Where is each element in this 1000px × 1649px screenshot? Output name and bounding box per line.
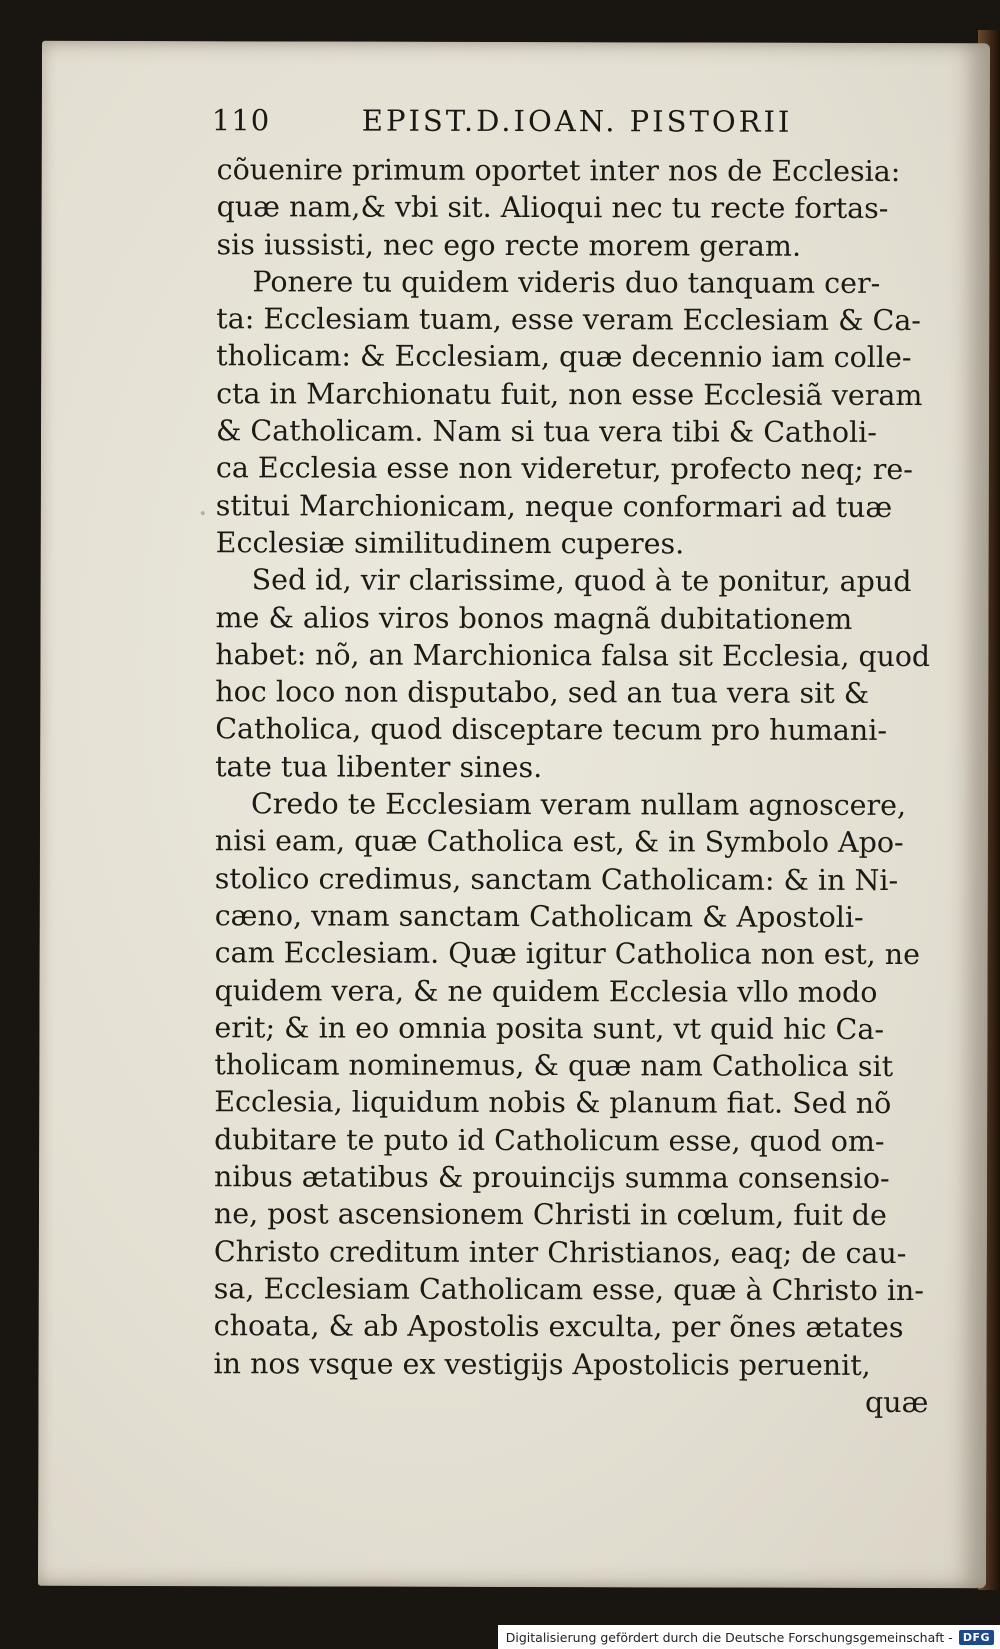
text-line: dubitare te puto id Catholicum esse, quod om-	[214, 1122, 885, 1158]
text-line: tholicam nominemus, & quæ nam Catholica sit	[214, 1048, 894, 1084]
text-line: cam Ecclesiam. Quæ igitur Catholica non est, ne	[214, 936, 921, 972]
text-line: quidem vera, & ne quidem Ecclesia vllo modo	[214, 973, 878, 1009]
text-line: cõuenire primum oportet inter nos de Ecclesia:	[216, 153, 901, 189]
text-line: nisi eam, quæ Catholica est, & in Symbolo Apo-	[214, 824, 904, 860]
text-line: cæno, vnam sanctam Catholicam & Apostoli-	[214, 899, 864, 934]
text-line: quæ nam,& vbi sit. Alioqui nec tu recte fortas-	[216, 190, 889, 226]
text-line: ta: Ecclesiam tuam, esse veram Ecclesiam & Ca-	[216, 302, 922, 338]
text-line: nibus ætatibus & prouincijs summa consensio-	[214, 1160, 890, 1196]
text-line: sa, Ecclesiam Catholicam esse, quæ à Christo in-	[213, 1272, 925, 1307]
running-head	[212, 103, 960, 145]
text-line: habet: nõ, an Marchionica falsa sit Ecclesia, quod	[215, 638, 931, 673]
text-line: ne, post ascensionem Christi in cœlum, fuit de	[213, 1197, 887, 1233]
text-line: & Catholicam. Nam si tua vera tibi & Catholi-	[215, 414, 877, 450]
text-line: in nos vsque ex vestigijs Apostolicis peruenit,	[213, 1346, 871, 1382]
catchword: quæ	[865, 1385, 929, 1419]
footer-text: Digitalisierung gefördert durch die Deutsche Forschungsgemeinschaft -	[505, 1629, 953, 1645]
page-number: 110	[211, 103, 271, 138]
text-line: tate tua libenter sines.	[215, 749, 543, 784]
text-line: tholicam: & Ecclesiam, quæ decennio iam colle-	[216, 339, 912, 375]
body-text	[213, 151, 931, 1421]
book-page	[38, 41, 990, 1588]
paper-speck	[201, 511, 205, 515]
text-line: cta in Marchionatu fuit, non esse Ecclesiã veram	[216, 376, 923, 412]
text-line: Ecclesia, liquidum nobis & planum fiat. Sed nõ	[214, 1085, 892, 1121]
text-line: hoc loco non disputabo, sed an tua vera sit &	[215, 675, 870, 711]
text-line: choata, & ab Apostolis exculta, per õnes ætates	[213, 1309, 904, 1345]
text-line: Sed id, vir clarissime, quod à te ponitur, apud	[251, 563, 912, 599]
text-line: erit; & in eo omnia posita sunt, vt quid hic Ca-	[214, 1011, 885, 1046]
text-line: Ecclesiæ similitudinem cuperes.	[215, 526, 685, 561]
text-line: me & alios viros bonos magnã dubitationem	[215, 600, 853, 636]
running-head-title: EPIST.D.IOAN. PISTORII	[361, 103, 793, 139]
text-line: Ponere tu quidem videris duo tanquam cer-	[252, 265, 881, 300]
text-line: ca Ecclesia esse non videretur, profecto neq; re-	[215, 451, 913, 487]
text-line: Credo te Ecclesiam veram nullam agnoscere,	[250, 787, 907, 823]
text-line: stolico credimus, sanctam Catholicam: & in Ni-	[214, 861, 899, 897]
funding-footer	[498, 1625, 1000, 1649]
text-line: Christo creditum inter Christianos, eaq; de cau-	[213, 1234, 907, 1270]
text-line: sis iussisti, nec ego recte morem geram.	[216, 227, 802, 263]
text-line: stitui Marchionicam, neque conformari ad tuæ	[215, 488, 893, 524]
text-line: Catholica, quod disceptare tecum pro humani-	[215, 712, 888, 748]
dfg-logo: DFG	[959, 1630, 994, 1645]
